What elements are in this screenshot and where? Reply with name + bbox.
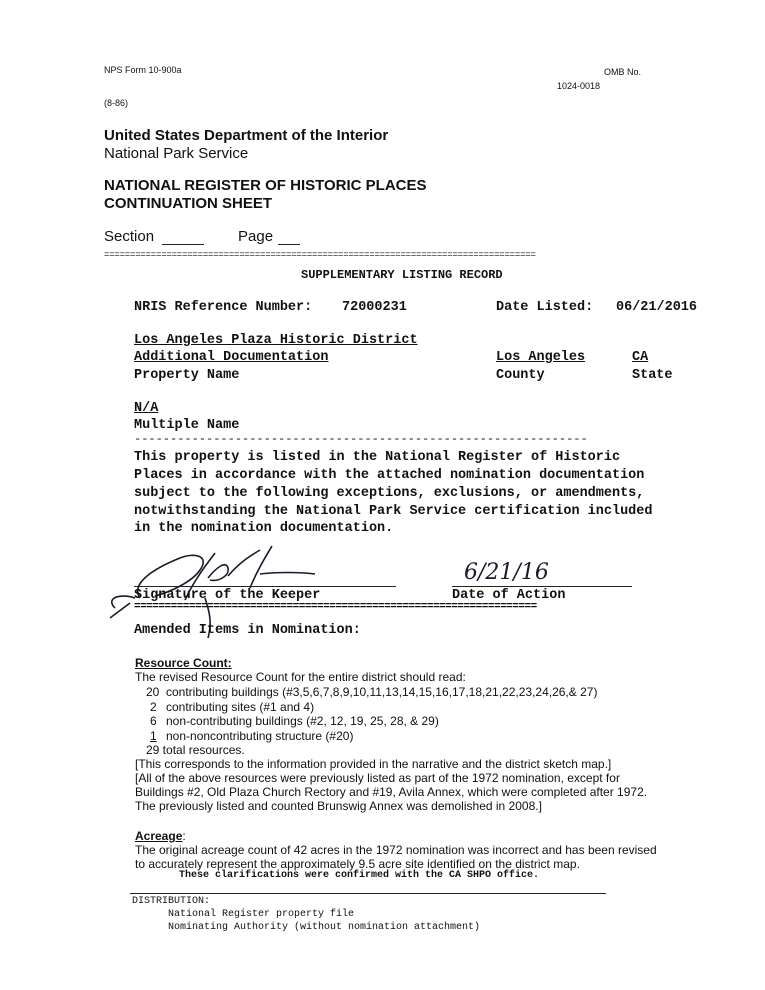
acreage-line-1: The original acreage count of 42 acres in the 1972 nomination was incorrect and has been revised <box>135 843 657 857</box>
listing-dashes: --------------------------------------------------------------- <box>134 432 588 446</box>
amended-items-label: Amended Items in Nomination: <box>134 623 361 638</box>
date-of-action-handwritten: 6/21/16 <box>464 560 549 585</box>
page-label: Page <box>238 228 274 245</box>
multiple-name-label: Multiple Name <box>134 418 240 433</box>
record-title: SUPPLEMENTARY LISTING RECORD <box>301 268 503 282</box>
acreage-line-2: to accurately represent the approximately 9.5 acre site identified on the district map. <box>135 857 580 871</box>
distribution-label: DISTRIBUTION: <box>132 896 211 907</box>
county-value: Los Angeles <box>496 350 586 365</box>
date-listed-label: Date Listed: <box>496 300 594 315</box>
signature-separator: ================================================================== <box>134 603 537 612</box>
resource-note-1: [This corresponds to the information provided in the narrative and the district sketch map.] <box>135 757 612 771</box>
distribution-item: Nominating Authority (without nomination attachment) <box>168 922 481 933</box>
property-name-label: Property Name <box>134 368 240 383</box>
resource-row-count: 1 <box>150 729 157 743</box>
state-value: CA <box>632 350 649 365</box>
state-label: State <box>632 368 673 383</box>
property-name-line2: Additional Documentation <box>134 350 329 365</box>
statement-line-2: Places in accordance with the attached nomination documentation <box>134 468 645 483</box>
resource-total: 29 total resources. <box>146 743 245 757</box>
sheet-title-line2: CONTINUATION SHEET <box>104 195 273 212</box>
section-label: Section <box>104 228 155 245</box>
resource-row-count: 20 <box>146 685 160 699</box>
shpo-confirmation: These clarifications were confirmed with the CA SHPO office. <box>179 870 540 881</box>
resource-row-text: contributing buildings (#3,5,6,7,8,9,10,11,13,14,15,16,17,18,21,22,23,24,26,& 27) <box>166 685 598 699</box>
page-blank <box>278 244 300 245</box>
resource-note-2-line1: [All of the above resources were previously listed as part of the 1972 nomination, except for <box>135 771 620 785</box>
keeper-label: Signature of the Keeper <box>134 588 321 603</box>
nris-label: NRIS Reference Number: <box>134 300 313 315</box>
signature-line <box>134 586 396 587</box>
sheet-title-line1: NATIONAL REGISTER OF HISTORIC PLACES <box>104 177 427 194</box>
omb-label: OMB No. <box>604 67 642 77</box>
resource-row-count: 6 <box>150 714 157 728</box>
resource-row-text: contributing sites (#1 and 4) <box>166 700 315 714</box>
section-blank <box>162 244 204 245</box>
date-listed: 06/21/2016 <box>616 300 698 315</box>
header-separator: =================================================================================== <box>104 250 536 260</box>
resource-note-2-line3: The previously listed and counted Brunswig Annex was demolished in 2008.] <box>135 799 542 813</box>
form-date: (8-86) <box>104 98 129 108</box>
distribution-item: National Register property file <box>168 909 355 920</box>
statement-line-5: in the nomination documentation. <box>134 521 394 536</box>
date-of-action-label: Date of Action <box>452 588 566 603</box>
statement-line-4: notwithstanding the National Park Service certification included <box>134 504 653 519</box>
resource-count-heading: Resource Count: <box>135 656 232 670</box>
resource-row-text: non-noncontributing structure (#20) <box>166 729 354 743</box>
property-name-line1: Los Angeles Plaza Historic District <box>134 333 418 348</box>
nris-number: 72000231 <box>342 300 407 315</box>
resource-row-count: 2 <box>150 700 157 714</box>
omb-number: 1024-0018 <box>557 81 601 91</box>
service-name: National Park Service <box>104 145 249 162</box>
distribution-rule <box>130 893 606 894</box>
date-line <box>452 586 632 587</box>
statement-line-3: subject to the following exceptions, exclusions, or amendments, <box>134 486 645 501</box>
department-name: United States Department of the Interior <box>104 127 389 144</box>
acreage-heading-row <box>135 829 186 844</box>
statement-line-1: This property is listed in the National Register of Historic <box>134 450 621 465</box>
acreage-colon: : <box>182 829 186 843</box>
resource-count-intro: The revised Resource Count for the entire district should read: <box>135 670 466 684</box>
resource-row-text: non-contributing buildings (#2, 12, 19, 25, 28, & 29) <box>166 714 439 728</box>
multiple-name-value: N/A <box>134 401 159 416</box>
acreage-heading: Acreage <box>135 829 183 843</box>
resource-note-2-line2: Buildings #2, Old Plaza Church Rectory and #19, Avila Annex, which were completed after 1972. <box>135 785 648 799</box>
county-label: County <box>496 368 545 383</box>
form-number: NPS Form 10-900a <box>104 65 182 75</box>
